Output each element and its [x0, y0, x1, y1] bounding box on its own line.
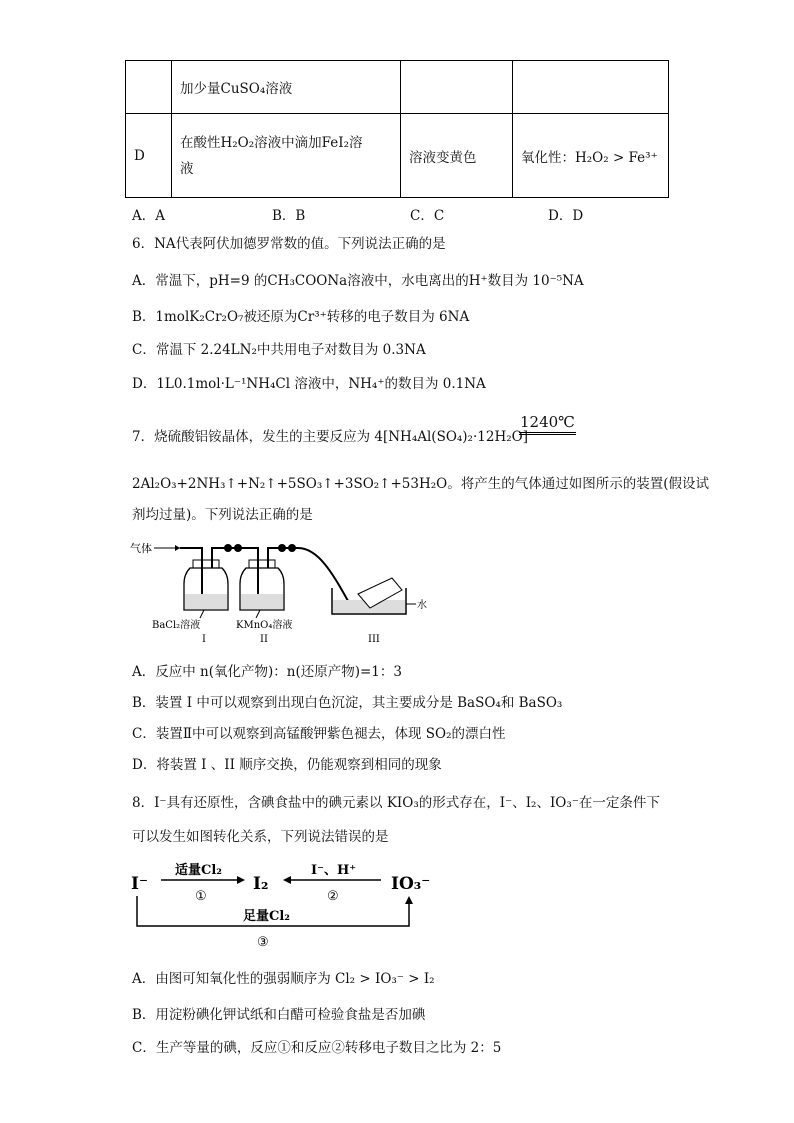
q8-option-c[interactable]: C．生产等量的碘，反应①和反应②转移电子数目之比为 2：5	[132, 1040, 502, 1056]
option-c[interactable]: C．C	[410, 208, 445, 224]
reaction-condition: 1240℃	[519, 413, 576, 435]
table-cell-phenomenon: 溶液变黄色	[401, 114, 513, 198]
bottle-2-liquid	[241, 594, 283, 609]
q7-option-b[interactable]: B．装置 I 中可以观察到出现白色沉淀，其主要成分是 BaSO₄和 BaSO₃	[132, 695, 563, 711]
arrow-head-icon	[405, 896, 413, 904]
q8-option-a[interactable]: A．由图可知氧化性的强弱顺序为 Cl₂ > IO₃⁻ > I₂	[132, 971, 435, 987]
rubber-joint	[224, 544, 232, 552]
option-d[interactable]: D．D	[548, 208, 584, 224]
q6-option-d[interactable]: D．1L0.1mol·L⁻¹NH₄Cl 溶液中，NH₄⁺的数目为 0.1NA	[132, 376, 486, 392]
experiment-table	[125, 60, 669, 198]
bottle-1-stopper	[193, 560, 219, 568]
q7-option-c[interactable]: C．装置Ⅱ中可以观察到高锰酸钾紫色褪去，体现 SO₂的漂白性	[132, 726, 506, 742]
table-row-label: D	[126, 114, 172, 198]
option-b[interactable]: B．B	[272, 208, 306, 224]
q8-option-b[interactable]: B．用淀粉碘化钾试纸和白醋可检验食盐是否加碘	[132, 1007, 426, 1023]
q6-stem: 6．NA代表阿伏加德罗常数的值。下列说法正确的是	[132, 236, 446, 252]
iodate-node: IO₃⁻	[391, 874, 431, 894]
q6-option-a[interactable]: A．常温下，pH=9 的CH₃COONa溶液中，水电离出的H⁺数目为 10⁻⁵NA	[132, 273, 584, 289]
option-a[interactable]: A．A	[132, 208, 165, 224]
iodine-conversion-diagram	[125, 856, 445, 956]
iodine-node: I₂	[253, 874, 269, 894]
numeral-2: II	[260, 634, 268, 645]
q7-stem: 7．烧硫酸铝铵晶体，发生的主要反应为 4[NH₄Al(SO₄)₂·12H₂O]	[132, 429, 528, 445]
arrow-2-number: ②	[327, 889, 339, 904]
gas-label: 气体	[130, 542, 152, 555]
table-cell-operation	[172, 114, 401, 198]
inlet-tube-1	[180, 548, 202, 602]
bottle-2-label: KMnO₄溶液	[236, 620, 293, 631]
operation-line: 在酸性H₂O₂溶液中滴加FeI₂溶	[180, 134, 363, 151]
arrow-1-label: 适量Cl₂	[175, 863, 222, 878]
q6-option-b[interactable]: B．1molK₂Cr₂O₇被还原为Cr³⁺转移的电子数目为 6NA	[132, 309, 470, 325]
operation-line: 液	[180, 160, 194, 177]
bottle-2-stopper	[249, 560, 275, 568]
q7-stem-line-3: 剂均过量)。下列说法正确的是	[132, 507, 313, 523]
table-cell-operation: 加少量CuSO₄溶液	[172, 61, 401, 114]
q8-stem: 8．I⁻具有还原性，含碘食盐中的碘元素以 KIO₃的形式存在，I⁻、I₂、IO₃⁻在一定条件下	[132, 795, 660, 811]
arrow-head-icon	[237, 876, 245, 884]
arrow-1-number: ①	[195, 889, 207, 904]
arrow-2-label: I⁻、H⁺	[311, 863, 357, 878]
apparatus-figure	[130, 538, 430, 648]
q8-stem-line-2: 可以发生如图转化关系，下列说法错误的是	[132, 829, 389, 845]
rubber-joint	[234, 544, 242, 552]
bottle-1-label: BaCl₂溶液	[152, 620, 201, 631]
connector-tube-1	[212, 548, 258, 602]
bottle-1-liquid	[185, 594, 227, 609]
iodide-node: I⁻	[131, 874, 148, 894]
rubber-joint	[288, 544, 296, 552]
q7-stem-line-2: 2Al₂O₃+2NH₃↑+N₂↑+5SO₃↑+3SO₂↑+53H₂O。将产生的气体通过如图所示的装置(假设试	[132, 476, 709, 492]
numeral-3: III	[368, 634, 380, 645]
q6-option-c[interactable]: C．常温下 2.24LN₂中共用电子对数目为 0.3NA	[132, 342, 426, 358]
q7-option-d[interactable]: D．将装置 I 、II 顺序交换，仍能观察到相同的现象	[132, 757, 442, 773]
q7-option-a[interactable]: A．反应中 n(氧化产物)：n(还原产物)=1：3	[132, 664, 402, 680]
arrow-3-number: ③	[257, 935, 269, 950]
table-cell-empty	[126, 61, 172, 114]
arrow-head-icon	[175, 545, 180, 551]
water-label: 水	[417, 600, 427, 611]
table-cell-conclusion: 氧化性：H₂O₂ > Fe³⁺	[513, 114, 669, 198]
table-cell-conclusion	[513, 61, 669, 114]
rubber-joint	[278, 544, 286, 552]
arrow-3-label: 足量Cl₂	[243, 909, 290, 924]
numeral-1: I	[202, 634, 206, 645]
table-cell-phenomenon	[401, 61, 513, 114]
arrow-head-icon	[283, 876, 291, 884]
label-pointer	[256, 610, 260, 618]
label-pointer	[200, 610, 204, 618]
